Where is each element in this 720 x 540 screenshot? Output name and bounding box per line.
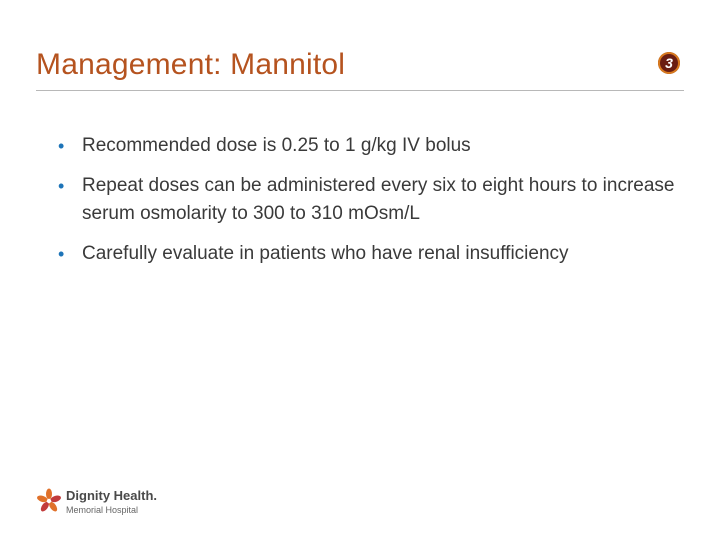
section-badge: 3 [658,52,680,74]
logo-name: Dignity Health. [66,488,158,503]
bullet-item [56,172,676,228]
dignity-health-logo [36,486,216,526]
title-divider [36,90,684,91]
bullet-dot-icon: • [58,136,65,156]
logo-subtitle: Memorial Hospital [66,505,139,515]
bullet-text: Repeat doses can be administered every six to eight hours to increase serum osmolarity to 300 to 310 mOsm/L [82,175,675,224]
bullet-list [56,132,676,280]
bullet-item [56,132,676,160]
dignity-health-star-icon [36,488,62,514]
bullet-item [56,240,676,268]
slide-title: Management: Mannitol [36,48,346,81]
bullet-text: Carefully evaluate in patients who have renal insufficiency [82,243,569,264]
bullet-dot-icon: • [58,176,65,196]
bullet-text: Recommended dose is 0.25 to 1 g/kg IV bolus [82,135,471,156]
bullet-dot-icon: • [58,244,65,264]
